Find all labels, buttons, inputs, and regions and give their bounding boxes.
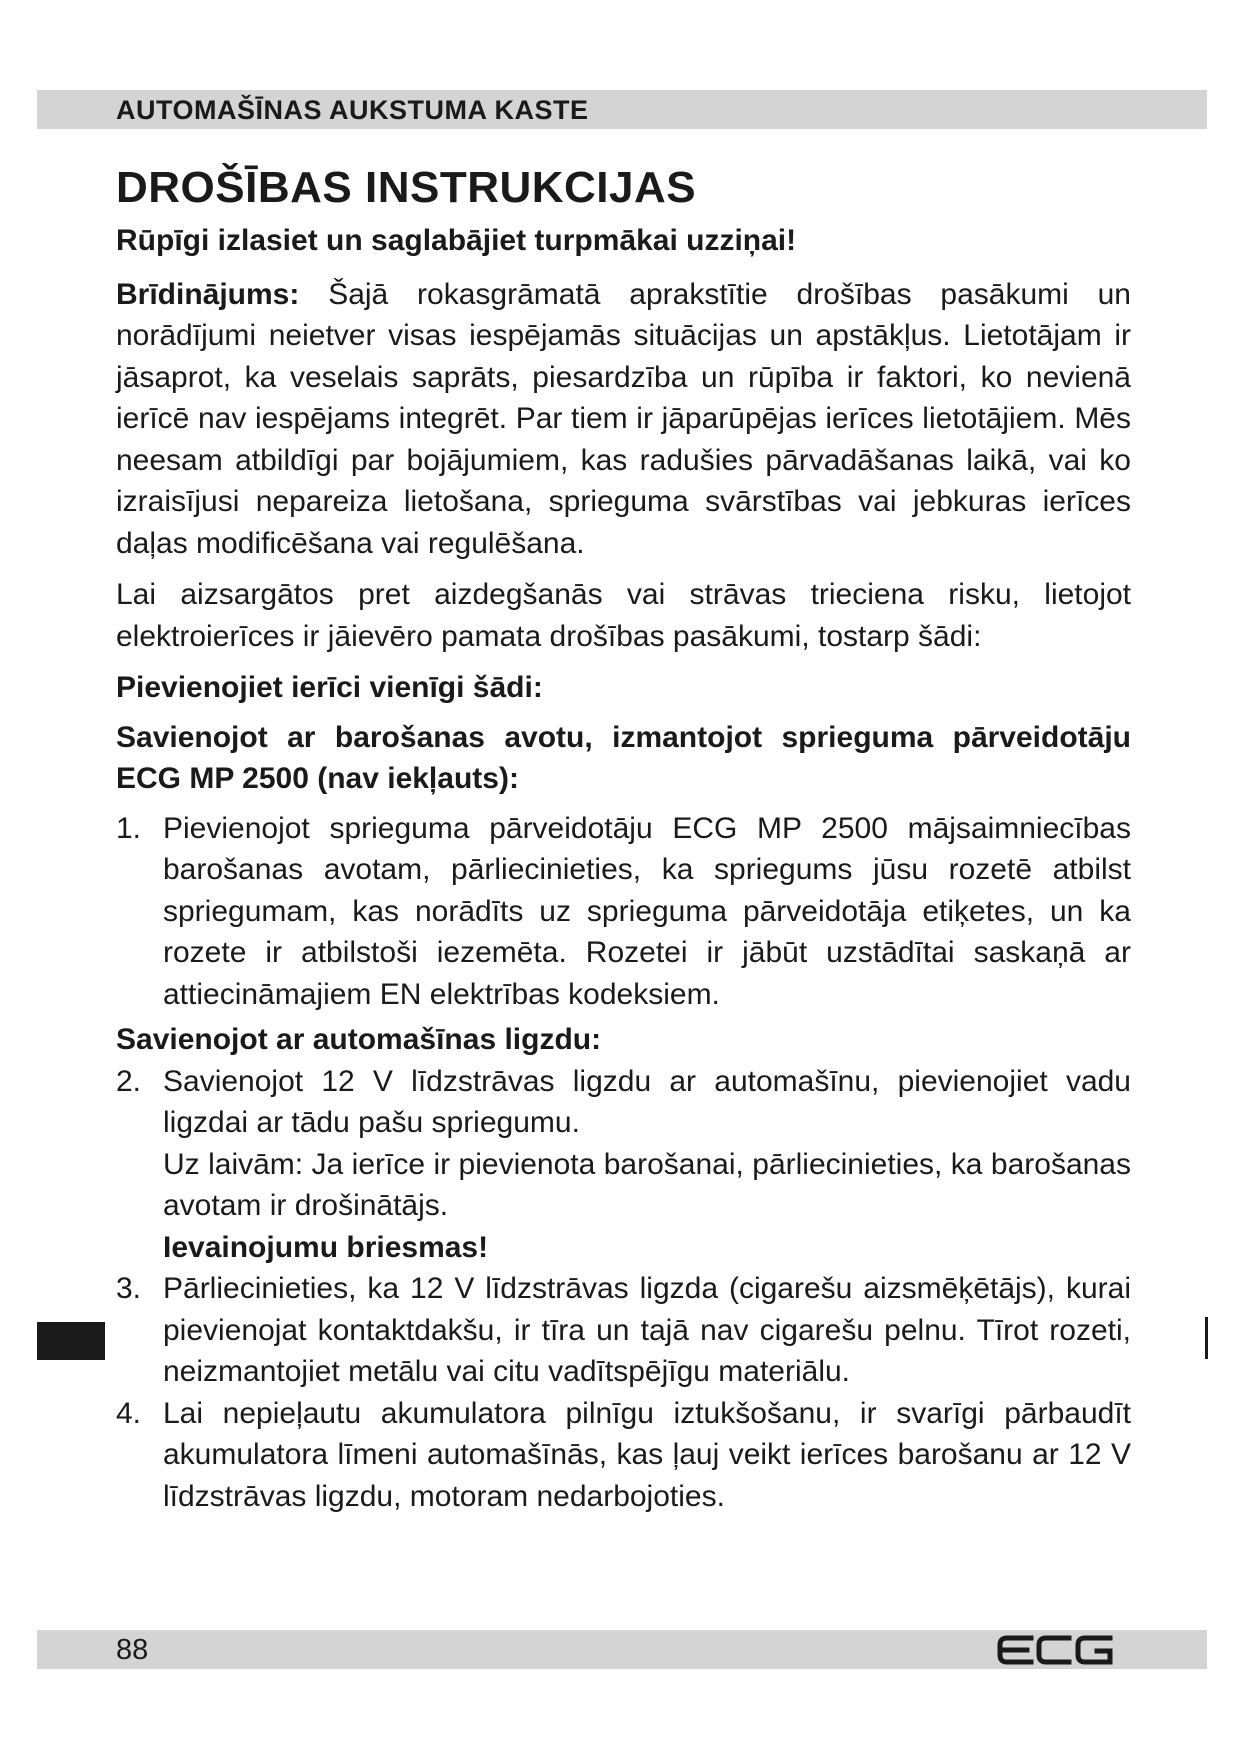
item-text: Lai nepieļautu akumulatora pilnīgu iztukšošanu, ir svarīgi pārbaudīt akumulatora līmeni automašīnās, kas ļauj veikt ierīces barošanu ar 12 V līdzstrāvas ligzdu, motoram nedarbojoties. [163, 1396, 1131, 1513]
danger-note: Ievainojumu briesmas! [163, 1230, 489, 1264]
item-number: 4. [116, 1396, 142, 1430]
page-number: 88 [116, 1634, 149, 1666]
subtitle: Rūpīgi izlasiet un saglabājiet turpmākai uzziņai! [116, 224, 797, 257]
intro-paragraph: Lai aizsargātos pret aizdegšanās vai strāvas trieciena risku, lietojot elektroierīces ir jāievēro pamata drošības pasākumi, tostarp šādi: [116, 578, 1131, 653]
connect-heading: Pievienojiet ierīci vienīgi šādi: [116, 671, 543, 704]
language-tab-marker [37, 1322, 105, 1360]
list-item [116, 1061, 1131, 1144]
list-item [116, 808, 1131, 1016]
page-title: DROŠĪBAS INSTRUKCIJAS [116, 163, 697, 212]
warning-label: Brīdinājums: [116, 277, 300, 311]
warning-paragraph [116, 274, 1131, 565]
item-text: Savienojot 12 V līdzstrāvas ligzdu ar automašīnu, pievienojiet vadu ligzdai ar tādu pašu spriegumu. [163, 1064, 1131, 1139]
header-title: AUTOMAŠĪNAS AUKSTUMA KASTE [116, 95, 589, 125]
margin-mark [1205, 1317, 1208, 1359]
list-item [116, 1393, 1131, 1518]
item-number: 2. [116, 1064, 142, 1098]
warning-text: Šajā rokasgrāmatā aprakstītie drošības pasākumi un norādījumi neietver visas iespējamās situācijas un apstākļus. Lietotājam ir jāsaprot, ka veselais saprāts, piesardzība un rūpība ir faktori, ko nevienā ierīcē nav iespējams integrēt. Par tiem ir jāparūpējas ierīces lietotājiem. Mēs neesam atbildīgi par bojājumiem, kas radušies pārvadāšanas laikā, vai ko izraisījusi nepareiza lietošana, sprieguma svārstības vai jebkuras ierīces daļas modificēšana vai regulēšana. [116, 277, 1131, 560]
item-number: 1. [116, 811, 142, 845]
list-item [116, 1268, 1131, 1393]
car-heading: Savienojot ar automašīnas ligzdu: [116, 1023, 602, 1056]
converter-heading: Savienojot ar barošanas avotu, izmantojot sprieguma pārveidotāju ECG MP 2500 (nav iekļauts): [116, 720, 1131, 795]
item-text: Pievienojot sprieguma pārveidotāju ECG MP 2500 mājsaimniecības barošanas avotam, pārliecinieties, ka spriegums jūsu rozetē atbilst spriegumam, kas norādīts uz sprieguma pārveidotāja etiķetes, un ka rozete ir atbilstoši iezemēta. Rozetei ir jābūt uzstādītai saskaņā ar attiecināmajiem EN elektrības kodeksiem. [163, 811, 1131, 1011]
content [116, 160, 1131, 1517]
boats-note: Uz laivām: Ja ierīce ir pievienota barošanai, pārliecinieties, ka barošanas avotam ir drošinātājs. [163, 1147, 1131, 1222]
ecg-logo [997, 1635, 1115, 1665]
item-number: 3. [116, 1272, 142, 1305]
item-text: Pārliecinieties, ka 12 V līdzstrāvas ligzda (cigarešu aizsmēķētājs), kurai pievienojat kontaktdakšu, ir tīra un tajā nav cigarešu pelnu. Tīrot rozeti, neizmantojiet metālu vai citu vadītspējīgu materiālu. [163, 1272, 1131, 1388]
